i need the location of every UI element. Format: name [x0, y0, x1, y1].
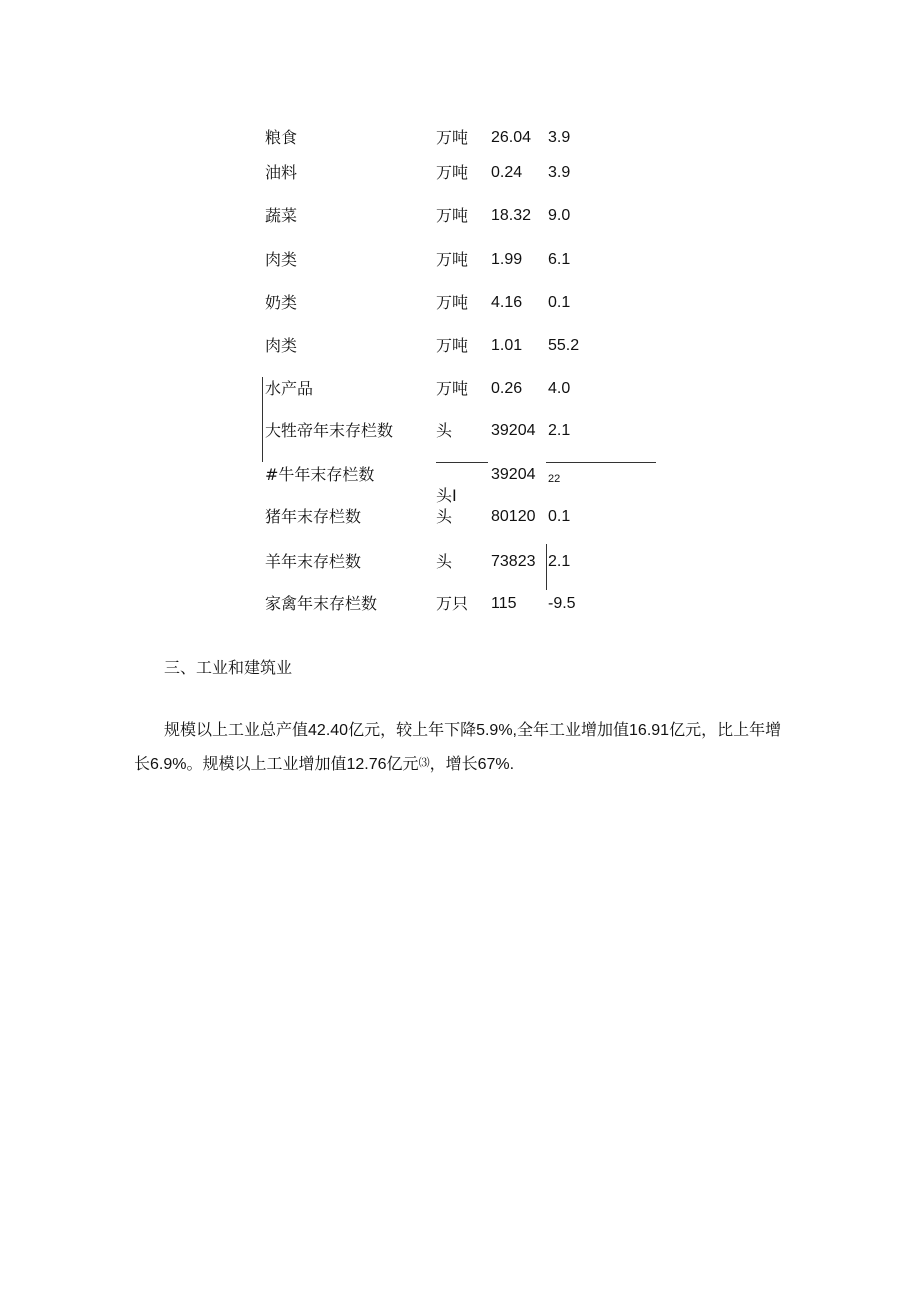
paragraph-text: 全年工业增加值 — [517, 720, 630, 739]
paragraph-text: 亿元，比上年增长 — [134, 720, 782, 773]
row-unit: 头 — [436, 552, 453, 571]
row-name: 油料 — [265, 163, 298, 182]
row-name: 猪年末存栏数 — [265, 507, 362, 526]
row-value: 39204 — [491, 422, 536, 439]
row-name: 羊年末存栏数 — [265, 552, 362, 571]
paragraph-number: 5.9%, — [476, 722, 517, 739]
row-value: 0.24 — [491, 164, 523, 181]
row-name: 大牲帝年末存栏数 — [265, 421, 394, 440]
section-heading: 三、工业和建筑业 — [164, 658, 293, 677]
paragraph-text: 亿元，较上年下降 — [348, 720, 477, 739]
row-unit: 万吨 — [436, 250, 469, 269]
row-unit: 万吨 — [436, 128, 469, 147]
paragraph-text: 亿元 — [386, 754, 419, 773]
row-name: 粮食 — [265, 128, 298, 147]
row-value: 1.01 — [491, 337, 523, 354]
row-change: 55.2 — [548, 337, 580, 354]
paragraph-number: 16.91 — [629, 722, 670, 739]
row-change: -9.5 — [548, 595, 576, 612]
row-value: 1.99 — [491, 251, 523, 268]
row-name: 肉类 — [265, 336, 298, 355]
row-name: 家禽年末存栏数 — [265, 594, 378, 613]
row-change: 4.0 — [548, 380, 571, 397]
row-value: 115 — [491, 595, 517, 612]
row-name: 水产品 — [265, 379, 314, 398]
row-unit: 万吨 — [436, 163, 469, 182]
paragraph-text: ，增长 — [429, 754, 478, 773]
row-value: 4.16 — [491, 294, 523, 311]
row-change: 3.9 — [548, 164, 571, 181]
row-value: 0.26 — [491, 380, 523, 397]
paragraph-text: 。规模以上工业增加值 — [186, 754, 347, 773]
row-name: 奶类 — [265, 293, 298, 312]
row-change: 2.1 — [548, 422, 571, 439]
row-unit: 头 — [436, 507, 453, 526]
footnote-marker: ⑶ — [418, 756, 430, 769]
row-change: 0.1 — [548, 294, 571, 311]
row-change: 9.0 — [548, 207, 571, 224]
table-rule-vertical — [546, 544, 547, 590]
table-rule-horizontal — [546, 462, 656, 463]
row-change: 0.1 — [548, 508, 571, 525]
table-rule-vertical — [262, 377, 263, 462]
paragraph-number: 67%. — [477, 756, 515, 773]
row-name: 蔬菜 — [265, 206, 298, 225]
row-value: 26.04 — [491, 129, 532, 146]
row-unit: 万吨 — [436, 336, 469, 355]
paragraph-number: 42.40 — [308, 722, 349, 739]
row-unit: 万只 — [436, 594, 469, 613]
row-unit: 头 — [436, 421, 453, 440]
stray-unit: 头I — [436, 486, 457, 505]
paragraph-text: 规模以上工业总产值 — [164, 720, 309, 739]
row-value: 39204 — [491, 466, 536, 483]
row-unit: 万吨 — [436, 206, 469, 225]
paragraph-number: 6.9% — [150, 756, 187, 773]
row-name: #牛年末存栏数 — [265, 465, 375, 484]
row-value: 18.32 — [491, 207, 532, 224]
body-paragraph — [134, 714, 789, 781]
row-name: 肉类 — [265, 250, 298, 269]
row-change: 6.1 — [548, 251, 571, 268]
row-value: 80120 — [491, 508, 536, 525]
row-unit: 万吨 — [436, 379, 469, 398]
table-rule-horizontal — [436, 462, 488, 463]
row-value: 73823 — [491, 553, 536, 570]
row-change: 3.9 — [548, 129, 571, 146]
row-unit: 万吨 — [436, 293, 469, 312]
row-change: 2.1 — [548, 553, 571, 570]
paragraph-number: 12.76 — [346, 756, 387, 773]
row-change: 22 — [548, 473, 561, 485]
